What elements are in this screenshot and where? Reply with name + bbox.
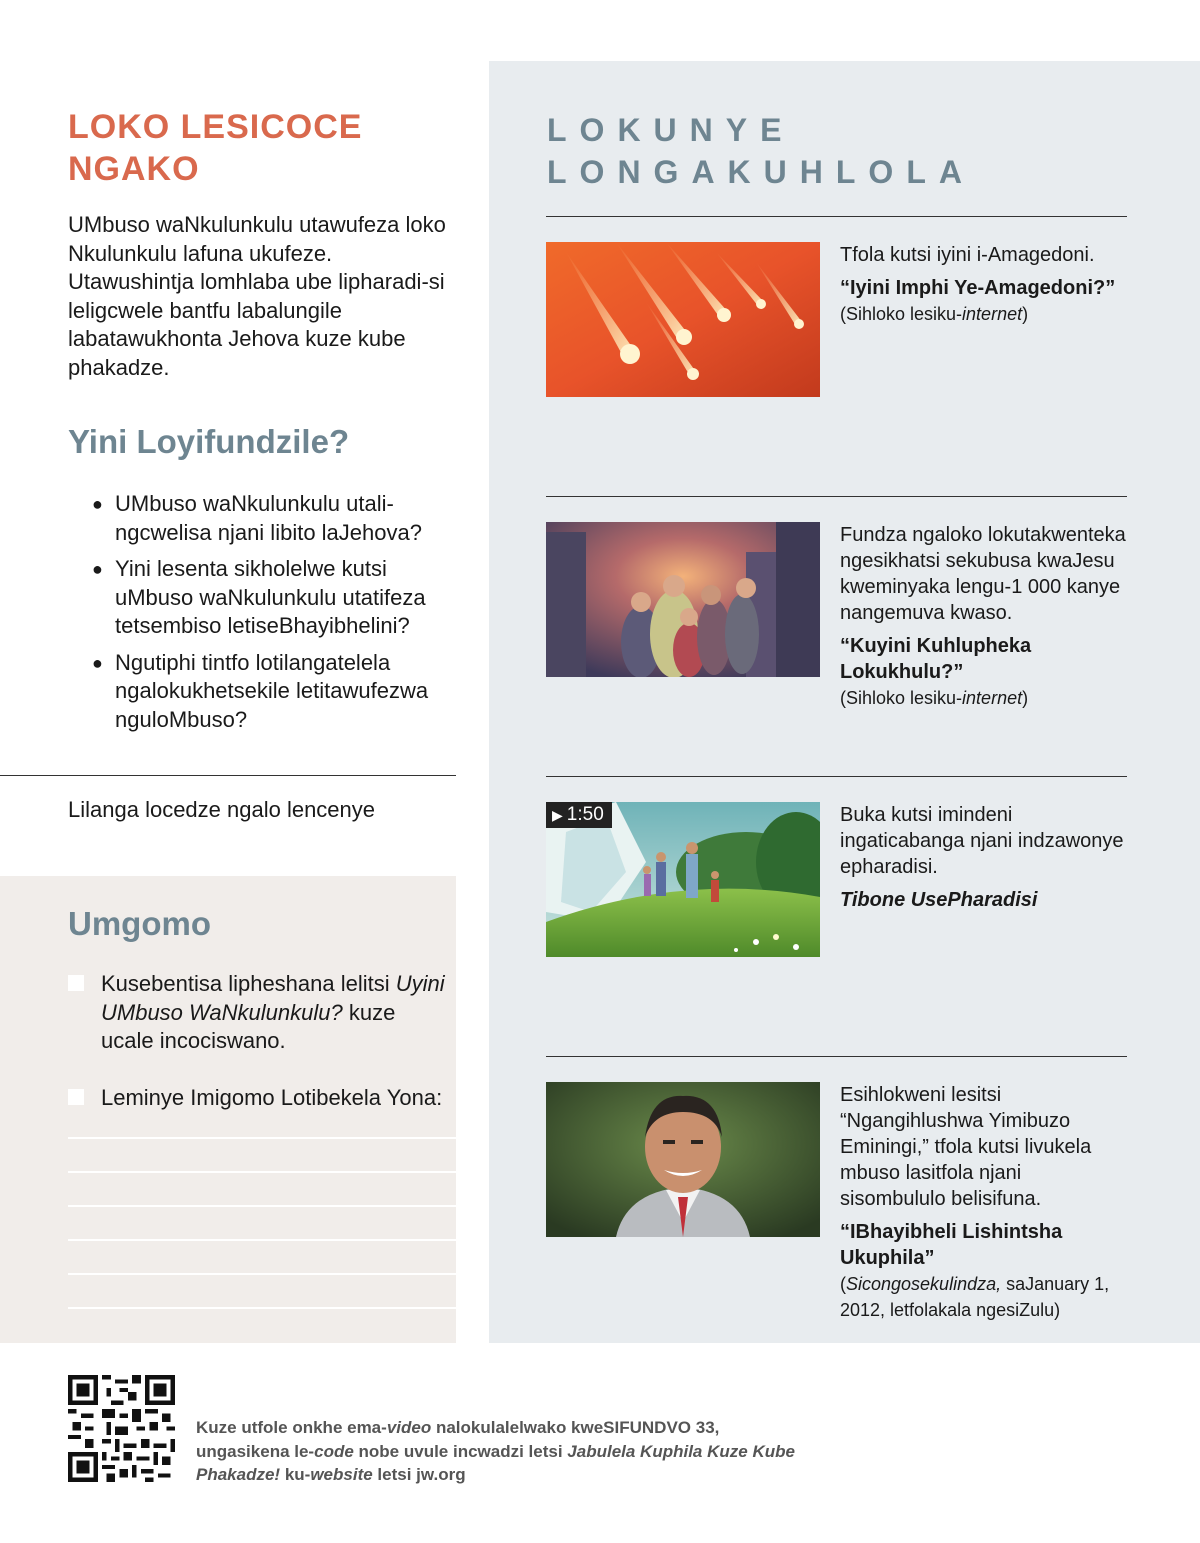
footer-text-italic: code <box>314 1441 354 1461</box>
video-duration: 1:50 <box>566 804 604 825</box>
meteors-image[interactable] <box>546 242 820 397</box>
article-link[interactable]: “IBhayibheli Lishintsha Ukuphila” <box>840 1221 1063 1269</box>
divider <box>546 496 1127 497</box>
goal-checkbox[interactable] <box>68 1089 84 1105</box>
goal-box <box>0 876 456 1343</box>
write-line[interactable] <box>68 1273 456 1275</box>
source-pre: (Sihloko lesiku- <box>840 304 963 324</box>
divider <box>546 1056 1127 1057</box>
card-text <box>840 1082 1130 1323</box>
video-duration-badge <box>546 802 612 828</box>
source-pre: (Sihloko lesiku- <box>840 688 963 708</box>
source-post: ) <box>1022 688 1029 708</box>
card-description: Buka kutsi imindeni ingaticabanga njani indzawonye epharadisi. <box>840 804 1124 878</box>
article-link[interactable]: “Kuyini Kuhlupheka Lokukhulu?” <box>840 635 1032 683</box>
review-question: Ngutiphi tintfo lotilangatelela ngalokukhetsekile letitawufezwa nguloMbuso? <box>115 649 429 732</box>
play-icon: ▶ <box>552 807 563 823</box>
write-line[interactable] <box>68 1239 456 1241</box>
list-item <box>92 555 452 641</box>
source-pre: ( <box>840 1274 846 1294</box>
goal-title: Umgomo <box>68 905 211 942</box>
qr-code-icon[interactable] <box>68 1375 175 1482</box>
card-description: Fundza ngaloko lokutakwenteka ngesikhatsi sekubusa kwaJesu kweminyaka lengu-1 000 kanye nangemuva kwaso. <box>840 524 1126 624</box>
paradise-video-image[interactable] <box>546 802 820 957</box>
review-question: UMbuso waNkulunkulu utali-ngcwelisa njani libito laJehova? <box>115 491 422 545</box>
footer-text-part: nalokulalelwako kweSIFUNDVO 33, ungasikena le- <box>196 1418 720 1461</box>
bullet-icon: ● <box>92 652 103 673</box>
family-survival-image[interactable] <box>546 522 820 677</box>
footer-text-part: nobe uvule incwadzi letsi <box>353 1441 568 1461</box>
write-line[interactable] <box>68 1205 456 1207</box>
footer-text-italic: website <box>310 1465 373 1484</box>
write-line[interactable] <box>68 1171 456 1173</box>
source-italic: internet <box>962 688 1023 708</box>
bullet-icon: ● <box>92 559 103 579</box>
goal-checkbox[interactable] <box>68 975 84 991</box>
summary-text: UMbuso waNkulunkulu utawufeza loko Nkulunkulu lafuna ukufeze. Utawushintja lomhlaba ube lipharadi-si leligcwele bantfu labalungile labatawukhonta Jehova kuze kube phakadze. <box>68 212 446 380</box>
footer-note <box>196 1416 796 1487</box>
list-item <box>92 490 452 547</box>
card-description: Esihlokweni lesitsi “Ngangihlushwa Yimibuzo Eminingi,” tfola kutsi livukela mbuso lasitfola njani sisombululo belisifuna. <box>840 1084 1092 1210</box>
card-text <box>840 242 1130 327</box>
divider <box>546 216 1127 217</box>
bullet-icon: ● <box>92 494 103 514</box>
goal-text <box>68 970 453 1056</box>
article-link[interactable]: “Iyini Imphi Ye-Amagedoni?” <box>840 277 1116 299</box>
summary-title <box>68 106 448 190</box>
footer-text-part: ku- <box>280 1465 311 1484</box>
source-post: saJanuary 1, 2012, letfolakala ngesiZulu) <box>840 1274 1110 1320</box>
goal-text-pre: Kusebentisa lipheshana lelitsi <box>101 971 390 996</box>
completion-date-label: Lilanga locedze ngalo lencenye <box>68 797 376 822</box>
divider <box>0 775 456 776</box>
card-text <box>840 802 1130 913</box>
explore-title-line2: LONGAKUHLOLA <box>547 154 975 190</box>
goal-text-post: kuze ucale incociswano. <box>101 999 396 1053</box>
review-title: Yini Loyifundzile? <box>68 423 350 460</box>
source-note <box>840 301 1130 327</box>
explore-title-line1: LOKUNYE <box>547 112 795 148</box>
source-post: ) <box>1022 304 1029 324</box>
write-line[interactable] <box>68 1307 456 1309</box>
source-note <box>840 1271 1130 1323</box>
source-italic: Sicongosekulindza, <box>846 1274 1002 1294</box>
goal-item <box>68 970 453 1056</box>
book-title: Jabulela Kuphila Kuze Kube Phakadze! <box>196 1441 795 1484</box>
summary-title-line2: NGAKO <box>68 150 200 188</box>
summary-title-line1: LOKO LESICOCE <box>68 108 363 146</box>
video-link[interactable]: Tibone UsePharadisi <box>840 889 1038 911</box>
list-item <box>92 649 452 735</box>
footer-text-italic: video <box>386 1418 432 1437</box>
website-link[interactable]: letsi jw.org <box>372 1465 466 1484</box>
card-text <box>840 522 1130 711</box>
explore-title <box>547 109 975 193</box>
review-question: Yini lesenta sikholelwe kutsi uMbuso waNkulunkulu utatifeza tetsembiso letiseBhayibhelini? <box>115 556 426 638</box>
source-note <box>840 685 1130 711</box>
write-line[interactable] <box>68 1137 456 1139</box>
divider <box>546 776 1127 777</box>
card-description: Tfola kutsi iyini i-Amagedoni. <box>840 244 1095 266</box>
footer-text-part: Kuze utfole onkhe ema- <box>196 1418 387 1437</box>
goal-item <box>68 1084 453 1113</box>
goal-text: Leminye Imigomo Lotibekela Yona: <box>101 1085 443 1110</box>
source-italic: internet <box>962 304 1023 324</box>
review-list <box>92 490 452 742</box>
tract-title: Uyini UMbuso WaNkulunkulu? <box>101 971 445 1025</box>
man-portrait-image[interactable] <box>546 1082 820 1237</box>
explore-panel <box>489 61 1200 1343</box>
